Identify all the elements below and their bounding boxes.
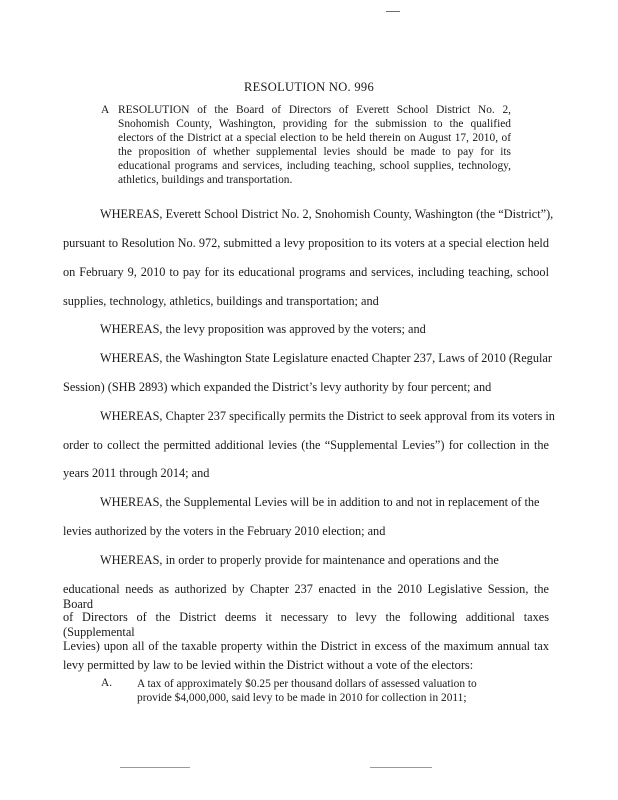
p3-line-1: WHEREAS, the Washington State Legislature enacted Chapter 237, Laws of 2010 (Regular (100, 351, 552, 365)
p6-line-5: levy permitted by law to be levied within the District without a vote of the electors: (63, 658, 474, 672)
list-item-label: A. (101, 677, 113, 689)
p1-line-2: pursuant to Resolution No. 972, submitted a levy proposition to its voters at a special election held (63, 236, 549, 250)
intro-label: A (101, 104, 110, 116)
p1-line-1: WHEREAS, Everett School District No. 2, Snohomish County, Washington (the “District”), (100, 207, 554, 221)
p3-line-2: Session) (SHB 2893) which expanded the District’s levy authority by four percent; and (63, 380, 492, 394)
footer-artifact-left (120, 767, 190, 768)
p1-line-3: on February 9, 2010 to pay for its educational programs and services, including teaching, school (63, 265, 549, 279)
p5-line-2: levies authorized by the voters in the February 2010 election; and (63, 524, 386, 538)
p6-line-2: educational needs as authorized by Chapter 237 enacted in the 2010 Legislative Session, the Board (63, 582, 549, 611)
p6-line-1: WHEREAS, in order to properly provide for maintenance and operations and the (100, 553, 499, 567)
p4-line-2: order to collect the permitted additional levies (the “Supplemental Levies”) for collection in the (63, 438, 549, 452)
footer-artifact-right (370, 767, 432, 768)
p2-line-1: WHEREAS, the levy proposition was approved by the voters; and (100, 322, 426, 336)
p4-line-1: WHEREAS, Chapter 237 specifically permits the District to seek approval from its voters in (100, 409, 555, 423)
list-item-text: A tax of approximately $0.25 per thousand dollars of assessed valuation to provide $4,000,000, said levy to be made in 2010 for collection in 2011; (137, 678, 477, 704)
intro-block (101, 103, 511, 187)
p5-line-1: WHEREAS, the Supplemental Levies will be in addition to and not in replacement of the (100, 495, 540, 509)
intro-text: RESOLUTION of the Board of Directors of Everett School District No. 2, Snohomish County, Washington, providing for the submission to the qualified electors of the District at a special election to be held therein on August 17, 2010, of the proposition of whether supplemental levies should be made to pay for its educational programs and services, including teaching, school supplies, technology, athletics, buildings and transportation. (118, 104, 511, 186)
p6-line-4: Levies) upon all of the taxable property within the District in excess of the maximum annual tax (63, 639, 549, 653)
scan-artifact (386, 11, 400, 12)
p4-line-3: years 2011 through 2014; and (63, 466, 210, 480)
p1-line-4: supplies, technology, athletics, buildings and transportation; and (63, 294, 379, 308)
p6-line-3: of Directors of the District deems it necessary to levy the following additional taxes (Supplemental (63, 610, 549, 639)
resolution-title: RESOLUTION NO. 996 (243, 80, 375, 94)
